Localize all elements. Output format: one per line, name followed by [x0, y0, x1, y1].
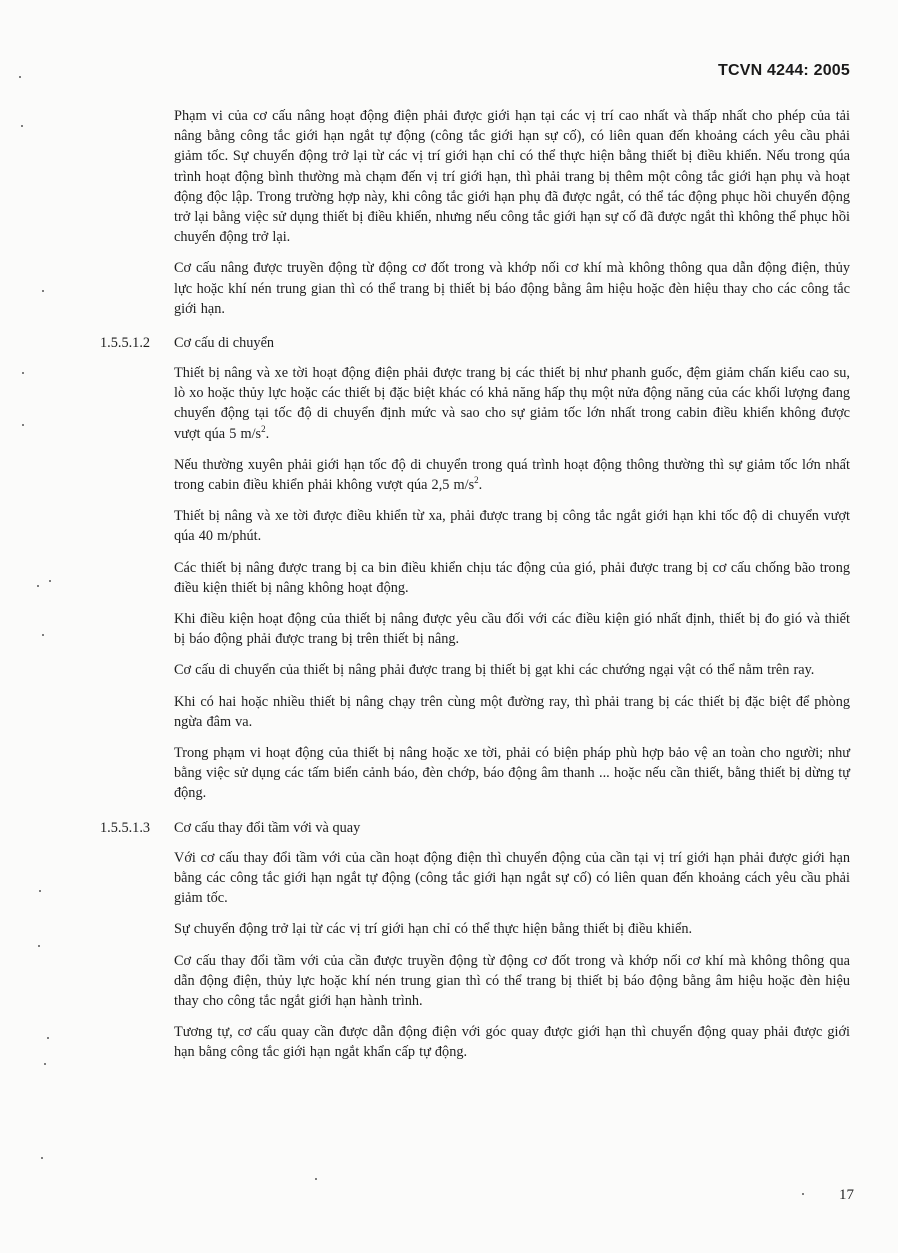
scan-speck [42, 290, 44, 292]
intro-paragraph-1: Phạm vi của cơ cấu nâng hoạt động điện phải được giới hạn tại các vị trí cao nhất và thấp nhất cho phép của tải nâng bằng công tắc giới hạn ngắt tự động (công tắc giới hạn sự cố), có liên quan đến khoảng cách yêu cầu phải giảm tốc. Sự chuyển động trở lại từ các vị trí giới hạn chỉ có thể thực hiện bằng thiết bị điều khiển. Nếu trong qúa trình hoạt động bình thường mà chạm đến vị trí giới hạn, thì phải trang bị thêm một công tắc giới hạn phụ và hoạt động độc lập. Trong trường hợp này, khi công tắc giới hạn phụ đã được ngắt, có thể tác động phục hồi chuyển động trở lại bằng việc sử dụng thiết bị điều khiển, nhưng nếu công tắc giới hạn sự cố đã được ngắt thì không thể phục hồi chuyển động trở lại. [174, 108, 850, 246]
scan-speck [39, 890, 41, 892]
page-number: 17 [839, 1187, 854, 1203]
intro-paragraph-2: Cơ cấu nâng được truyền động từ động cơ đốt trong và khớp nối cơ khí mà không thông qua dẫn động điện, thủy lực hoặc khí nén trung gian thì có thể trang bị thiết bị báo động bằng âm hiệu hoặc đèn hiệu thay cho các công tắc giới hạn. [174, 260, 850, 317]
section-title: Cơ cấu di chuyển [174, 335, 275, 352]
section-number: 1.5.5.1.2 [100, 335, 151, 352]
paragraph-end: . [478, 477, 483, 494]
scan-speck [37, 585, 39, 587]
scan-speck [802, 1193, 804, 1195]
exponent: 2 [261, 423, 266, 434]
exponent: 2 [474, 475, 479, 486]
paragraph-end: . [265, 425, 270, 442]
scan-speck [315, 1178, 317, 1180]
section-heading-luffing [100, 818, 850, 838]
travel-paragraph-7: Khi có hai hoặc nhiều thiết bị nâng chạy trên cùng một đường ray, thì phải trang bị các thiết bị đặc biệt để phòng ngừa đâm va. [174, 693, 850, 730]
section-heading-travel [100, 333, 850, 353]
document-body [0, 106, 898, 1074]
paragraph-text: Thiết bị nâng và xe tời hoạt động điện phải được trang bị các thiết bị như phanh guốc, đệm giảm chấn kiểu cao su, lò xo hoặc thủy lực hoặc các thiết bị đặc biệt khác có khả năng hấp thụ một nửa động năng của các khối lượng đang chuyển động tại tốc độ di chuyển định mức và sao cho sự giảm tốc lớn nhất trong cabin điều khiển không được vượt qúa 5 m/s [174, 365, 850, 442]
travel-paragraph-2 [174, 455, 850, 495]
standard-code-header: TCVN 4244: 2005 [718, 62, 850, 79]
scan-speck [38, 945, 40, 947]
section-number: 1.5.5.1.3 [100, 819, 151, 836]
travel-paragraph-6: Cơ cấu di chuyển của thiết bị nâng phải được trang bị thiết bị gạt khi các chướng ngại vật có thể nằm trên ray. [174, 662, 815, 679]
luffing-paragraph-1: Với cơ cấu thay đổi tầm với của cần hoạt động điện thì chuyển động của cần tại vị trí giới hạn phải được giới hạn bằng các công tắc giới hạn ngắt tự động (công tắc giới hạn ngắt sự cố) có liên quan đến khoảng cách yêu cầu phải giảm tốc. [174, 849, 850, 907]
scan-speck [19, 76, 21, 78]
travel-paragraph-1 [174, 363, 850, 444]
luffing-paragraph-2: Sự chuyển động trở lại từ các vị trí giới hạn chỉ có thể thực hiện bằng thiết bị điều khiển. [174, 921, 693, 938]
luffing-paragraph-4: Tương tự, cơ cấu quay cần được dẫn động điện với góc quay được giới hạn thì chuyển động quay phải được giới hạn bằng công tắc giới hạn ngắt khẩn cấp tự động. [174, 1024, 850, 1061]
travel-paragraph-8: Trong phạm vi hoạt động của thiết bị nâng hoặc xe tời, phải có biện pháp phù hợp bảo vệ an toàn cho người; như bằng việc sử dụng các tấm biển cảnh báo, đèn chớp, báo động âm thanh ... hoặc nếu cần thiết, bằng thiết bị dừng tự động. [174, 745, 850, 802]
luffing-paragraph-3: Cơ cấu thay đổi tầm với của cần được truyền động từ động cơ đốt trong và khớp nối cơ khí mà không thông qua dẫn động điện, thủy lực hoặc khí nén trung gian thì có thể trang bị thiết bị báo động bằng âm hiệu hoặc đèn hiệu thay cho công tắc ngắt giới hạn hành trình. [174, 952, 850, 1009]
travel-paragraph-5: Khi điều kiện hoạt động của thiết bị nâng được yêu cầu đối với các điều kiện gió nhất định, thiết bị đo gió và thiết bị báo động phải được trang bị trên thiết bị nâng. [174, 611, 850, 648]
travel-paragraph-3: Thiết bị nâng và xe tời được điều khiển từ xa, phải được trang bị công tắc ngắt giới hạn khi tốc độ di chuyển vượt qúa 40 m/phút. [174, 508, 850, 545]
scan-speck [22, 372, 24, 374]
scan-speck [47, 1037, 49, 1039]
scan-speck [22, 424, 24, 426]
section-title: Cơ cấu thay đổi tầm với và quay [174, 819, 361, 836]
scan-speck [42, 634, 44, 636]
travel-paragraph-4: Các thiết bị nâng được trang bị ca bin điều khiển chịu tác động của gió, phải được trang bị cơ cấu chống bão trong điều kiện thiết bị nâng không hoạt động. [174, 559, 850, 596]
scan-speck [44, 1063, 46, 1065]
scan-speck [21, 125, 23, 127]
scan-speck [41, 1157, 43, 1159]
paragraph-text: Nếu thường xuyên phải giới hạn tốc độ di chuyển trong quá trình hoạt động thông thường thì sự giảm tốc lớn nhất trong cabin điều khiển phải không vượt qúa 2,5 m/s [174, 456, 850, 494]
scan-speck [49, 580, 51, 582]
